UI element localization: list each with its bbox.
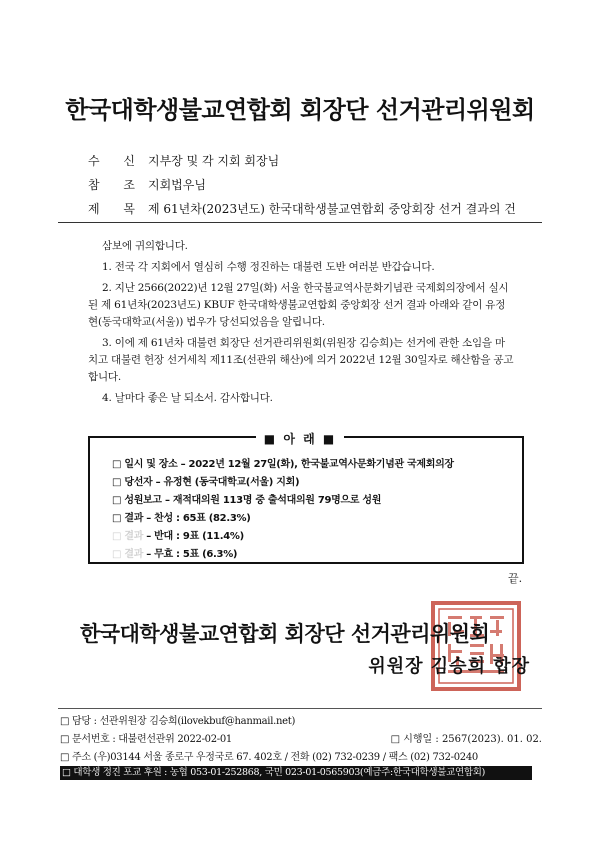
- footer-manager: □ 담당 : 선관위원장 김승희(ilovekbuf@hanmail.net): [60, 716, 296, 727]
- subject-label: 제 목: [88, 202, 145, 216]
- paragraph-1: 1. 전국 각 지회에서 열심히 수행 정진하는 대불련 도반 여러분 반갑습니다.: [102, 261, 435, 273]
- detail-item-invalid: [112, 546, 522, 564]
- end-mark: 끝.: [508, 572, 523, 585]
- footer-bank-info: □ 대학생 정진 포교 후원 : 농협 053-01-252868, 국민 023-01-0565903(예금주:한국대학생불교연합회): [60, 766, 532, 780]
- details-box-title-text: ■ 아 래 ■: [256, 432, 344, 446]
- detail-item-quorum: □ 성원보고 – 재적대의원 113명 중 출석대의원 79명으로 성원: [112, 495, 382, 506]
- details-list: [112, 456, 522, 564]
- detail-item-winner: □ 당선자 – 유정현 (동국대학교(서울) 지회): [112, 477, 300, 488]
- body-section: [88, 238, 514, 411]
- signature-name: 위원장 김승희 합장: [368, 656, 530, 677]
- header-divider: [58, 222, 542, 223]
- recipient-label: 수 신: [88, 154, 145, 168]
- greeting: 삼보에 귀의합니다.: [102, 240, 188, 252]
- recipient-value: 지부장 및 각 지회 회장님: [148, 154, 280, 168]
- document-title: 한국대학생불교연합회 회장단 선거관리위원회: [65, 96, 535, 124]
- detail-item-reject-prefix: □ 결과: [112, 531, 144, 542]
- footer-address: □ 주소 (우)03144 서울 종로구 우정국로 67. 402호 / 전화 (02) 732-0239 / 팩스 (02) 732-0240: [60, 752, 478, 763]
- paragraph-2: 2. 지난 2566(2022)년 12월 27일(화) 서울 한국불교역사문화기념관 국제회의장에서 실시된 제 61년차(2023년도) KBUF 한국대학생불교연합회 중앙회장 선거 결과 아래와 같이 유정현(동국대학교(서울)) 법우가 당선되었음을 알립니다.: [88, 282, 509, 328]
- subject-value: 제 61년차(2023년도) 한국대학생불교연합회 중앙회장 선거 결과의 건: [148, 202, 516, 216]
- reference-value: 지회법우님: [148, 178, 206, 192]
- detail-item-invalid-text: – 무효 : 5표 (6.3%): [143, 549, 238, 560]
- footer-enforce-date: □ 시행일 : 2567(2023). 01. 02.: [390, 734, 542, 745]
- detail-item-invalid-prefix: □ 결과: [112, 549, 144, 560]
- subject-row: [88, 200, 516, 217]
- footer-doc-number: □ 문서번호 : 대불련선관위 2022-02-01: [60, 734, 232, 745]
- reference-label: 참 조: [88, 178, 145, 192]
- detail-item-approve: □ 결과 – 찬성 : 65표 (82.3%): [112, 513, 251, 524]
- detail-item-reject-text: – 반대 : 9표 (11.4%): [143, 531, 244, 542]
- signature-organization: 한국대학생불교연합회 회장단 선거관리위원회: [80, 622, 490, 646]
- detail-item-datetime: □ 일시 및 장소 – 2022년 12월 27일(화), 한국불교역사문화기념관 국제회의장: [112, 459, 454, 470]
- details-box-title: [0, 428, 600, 447]
- footer-divider: [58, 708, 542, 709]
- recipient-row: [88, 152, 279, 169]
- paragraph-3: 3. 이에 제 61년차 대불련 회장단 선거관리위원회(위원장 김승희)는 선거에 관한 소임을 마치고 대불련 헌장 선거세칙 제11조(선관위 해산)에 의거 2022년 12월 30일자로 해산함을 공고합니다.: [88, 337, 514, 383]
- paragraph-4: 4. 날마다 좋은 날 되소서. 감사합니다.: [102, 392, 273, 404]
- detail-item-reject: [112, 528, 522, 546]
- reference-row: [88, 176, 206, 193]
